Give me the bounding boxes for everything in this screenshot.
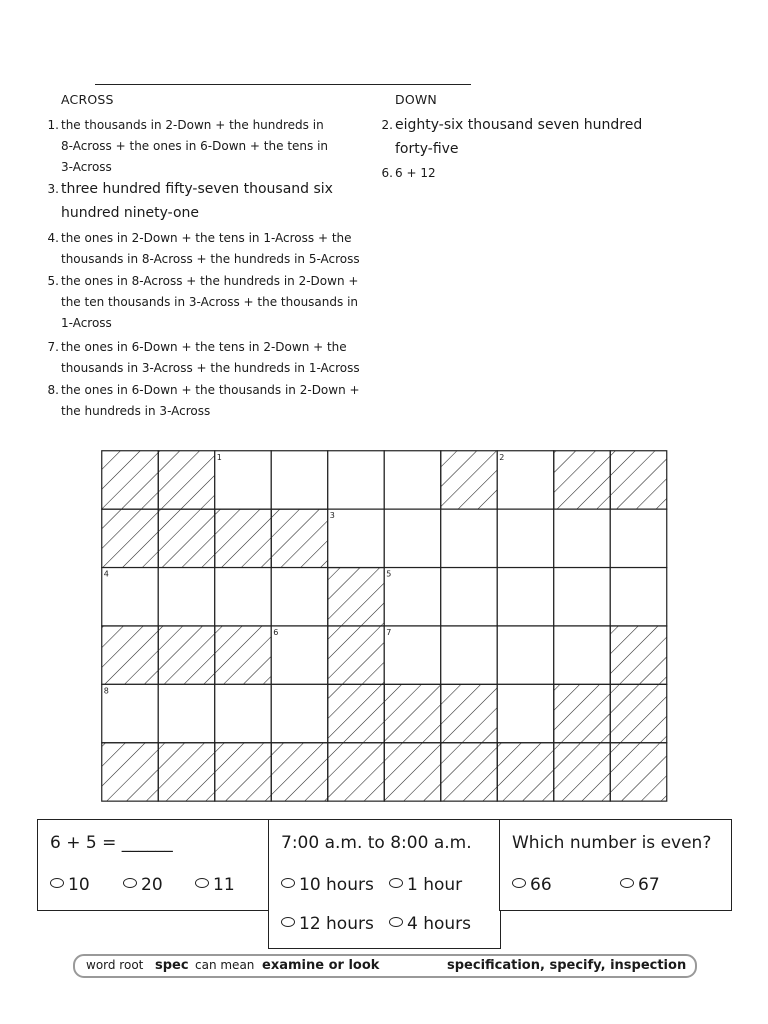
grid-cell-shaded xyxy=(215,626,272,684)
grid-cell-shaded xyxy=(158,743,215,801)
even-prompt: Which number is even? xyxy=(512,833,712,853)
grid-cell-shaded xyxy=(441,451,498,509)
grid-cell[interactable] xyxy=(271,451,328,509)
name-line xyxy=(95,84,471,85)
clue-across-7: 7. the ones in 6-Down + the tens in 2-Down + the thousands in 3-Across + the hundreds in 1-Across xyxy=(47,340,360,375)
grid-cell[interactable] xyxy=(384,626,441,684)
grid-cell-shaded xyxy=(610,684,667,742)
grid-cell[interactable] xyxy=(271,568,328,626)
radio-bubble[interactable] xyxy=(50,878,64,888)
option-12-hours[interactable]: 12 hours xyxy=(281,914,374,934)
radio-bubble[interactable] xyxy=(620,878,634,888)
grid-cell[interactable] xyxy=(554,626,611,684)
grid-cell[interactable] xyxy=(497,509,554,567)
grid-cell[interactable] xyxy=(497,626,554,684)
clue-down-2: 2. eighty-six thousand seven hundred forty-five xyxy=(381,117,643,157)
option-11[interactable]: 11 xyxy=(195,875,235,895)
grid-cell[interactable] xyxy=(554,568,611,626)
grid-cell-shaded xyxy=(102,451,159,509)
grid-cell[interactable] xyxy=(497,684,554,742)
review-box-addition xyxy=(37,819,270,911)
grid-cell[interactable] xyxy=(610,568,667,626)
grid-cell[interactable] xyxy=(215,684,272,742)
grid-number: 8 xyxy=(103,686,109,696)
option-10-hours[interactable]: 10 hours xyxy=(281,875,374,895)
clue-across-5: 5. the ones in 8-Across + the hundreds in 2-Down + the ten thousands in 3-Across + the thousands in 1-Across xyxy=(47,274,359,330)
review-box-even xyxy=(499,819,732,911)
grid-cell-shaded xyxy=(102,743,159,801)
review-box-time xyxy=(268,819,501,949)
grid-cell-shaded xyxy=(328,626,385,684)
grid-cell-shaded xyxy=(158,626,215,684)
option-1-hour[interactable]: 1 hour xyxy=(389,875,462,895)
across-heading: ACROSS xyxy=(61,92,114,107)
radio-bubble[interactable] xyxy=(389,878,403,888)
word-root-prefix: word root xyxy=(86,958,144,972)
grid-number: 4 xyxy=(103,569,109,579)
option-67[interactable]: 67 xyxy=(620,875,660,895)
grid-number: 3 xyxy=(329,511,335,521)
grid-cell-shaded xyxy=(441,743,498,801)
clue-across-1: 1. the thousands in 2-Down + the hundreds in 8-Across + the ones in 6-Down + the tens in 3-Across xyxy=(47,118,329,174)
grid-cell-shaded xyxy=(554,743,611,801)
clue-down-6: 6. 6 + 12 xyxy=(381,166,436,180)
word-root-examples: specification, specify, inspection xyxy=(447,958,687,973)
grid-cell-shaded xyxy=(610,451,667,509)
grid-cell[interactable] xyxy=(328,451,385,509)
grid-cell[interactable] xyxy=(384,568,441,626)
grid-number: 5 xyxy=(386,569,392,579)
grid-cell-shaded xyxy=(554,684,611,742)
down-heading: DOWN xyxy=(395,92,437,107)
grid-cell-shaded xyxy=(610,743,667,801)
clue-across-3: 3. three hundred fifty-seven thousand six hundred ninety-one xyxy=(47,181,333,221)
radio-bubble[interactable] xyxy=(281,917,295,927)
clue-across-8: 8. the ones in 6-Down + the thousands in 2-Down + the hundreds in 3-Across xyxy=(47,383,360,418)
grid-cell-shaded xyxy=(384,684,441,742)
grid-cell[interactable] xyxy=(554,509,611,567)
grid-cell-shaded xyxy=(328,568,385,626)
word-root-root: spec xyxy=(155,958,189,973)
radio-bubble[interactable] xyxy=(512,878,526,888)
grid-cell[interactable] xyxy=(271,684,328,742)
grid-cell-shaded xyxy=(271,509,328,567)
radio-bubble[interactable] xyxy=(195,878,209,888)
clue-across-4: 4. the ones in 2-Down + the tens in 1-Across + the thousands in 8-Across + the hundreds in 5-Across xyxy=(47,231,360,266)
grid-cell[interactable] xyxy=(158,568,215,626)
option-20[interactable]: 20 xyxy=(123,875,163,895)
grid-cell-shaded xyxy=(441,684,498,742)
grid-cell[interactable] xyxy=(102,568,159,626)
addition-prompt: 6 + 5 = ______ xyxy=(50,833,173,853)
time-prompt: 7:00 a.m. to 8:00 a.m. xyxy=(281,833,472,853)
grid-cell[interactable] xyxy=(215,451,272,509)
grid-cell[interactable] xyxy=(215,568,272,626)
grid-cell-shaded xyxy=(328,684,385,742)
grid-cell-shaded xyxy=(158,451,215,509)
grid-number: 7 xyxy=(386,627,392,637)
grid-cell[interactable] xyxy=(328,509,385,567)
grid-cell-shaded xyxy=(384,743,441,801)
grid-cell-shaded xyxy=(215,509,272,567)
grid-cell-shaded xyxy=(497,743,554,801)
grid-cell[interactable] xyxy=(441,509,498,567)
grid-cell[interactable] xyxy=(158,684,215,742)
grid-cell-shaded xyxy=(102,509,159,567)
grid-cell[interactable] xyxy=(610,509,667,567)
option-10[interactable]: 10 xyxy=(50,875,90,895)
grid-number: 6 xyxy=(273,627,279,637)
option-4-hours[interactable]: 4 hours xyxy=(389,914,471,934)
grid-cell-shaded xyxy=(610,626,667,684)
grid-cell[interactable] xyxy=(102,684,159,742)
grid-cell-shaded xyxy=(158,509,215,567)
grid-cell-shaded xyxy=(102,626,159,684)
grid-cell[interactable] xyxy=(441,568,498,626)
radio-bubble[interactable] xyxy=(281,878,295,888)
grid-number: 1 xyxy=(216,452,222,462)
grid-cell[interactable] xyxy=(384,509,441,567)
grid-cell[interactable] xyxy=(384,451,441,509)
grid-cell[interactable] xyxy=(271,626,328,684)
radio-bubble[interactable] xyxy=(123,878,137,888)
grid-cell[interactable] xyxy=(441,626,498,684)
radio-bubble[interactable] xyxy=(389,917,403,927)
option-66[interactable]: 66 xyxy=(512,875,552,895)
grid-cell-shaded xyxy=(554,451,611,509)
grid-cell-shaded xyxy=(328,743,385,801)
grid-cell-shaded xyxy=(215,743,272,801)
word-root-middle: can mean xyxy=(195,958,255,972)
grid-cell-shaded xyxy=(271,743,328,801)
grid-number: 2 xyxy=(499,452,505,462)
word-root-bar xyxy=(73,954,697,978)
grid-cell[interactable] xyxy=(497,568,554,626)
grid-cell[interactable] xyxy=(497,451,554,509)
word-root-meaning: examine or look xyxy=(262,958,380,973)
crossword-grid xyxy=(101,450,668,802)
